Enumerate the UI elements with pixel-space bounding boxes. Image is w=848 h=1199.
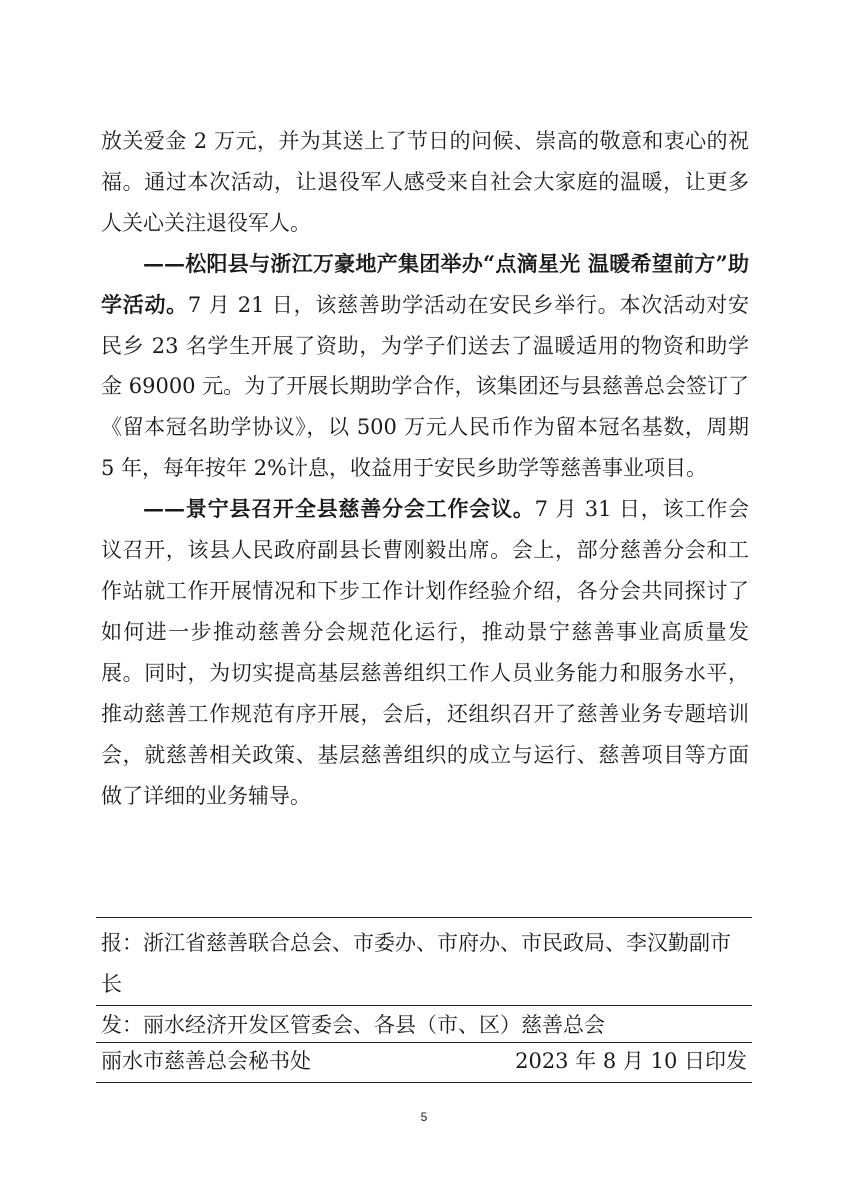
- body-text: [101, 121, 749, 816]
- report-to-line: 报：浙江省慈善联合总会、市委办、市府办、市民政局、李汉勤副市长: [101, 931, 731, 996]
- paragraph-jingning: [101, 489, 749, 816]
- send-to-line: 发：丽水经济开发区管委会、各县（市、区）慈善总会: [101, 1013, 605, 1037]
- footer-rule-top: [96, 917, 752, 918]
- footer-rule-bottom: [96, 1082, 752, 1083]
- paragraph-veterans: 放关爱金 2 万元，并为其送上了节日的问候、崇高的敬意和衷心的祝福。通过本次活动，让退役军人感受来自社会大家庭的温暖，让更多人关心关注退役军人。: [101, 129, 749, 235]
- issue-date: 2023 年 8 月 10 日印发: [515, 1049, 747, 1073]
- issuer-row: [101, 1041, 747, 1082]
- page-number: 5: [420, 1110, 428, 1124]
- jingning-heading: ——景宁县召开全县慈善分会工作会议。: [143, 496, 535, 522]
- issuer-name: 丽水市慈善总会秘书处: [101, 1049, 311, 1073]
- songyang-text: 7 月 21 日，该慈善助学活动在安民乡举行。本次活动对安民乡 23 名学生开展了资助，为学子们送去了温暖适用的物资和助学金 69000 元。为了开展长期助学合作，该集团还与县慈善总会签订了《留本冠名助学协议》，以 500 万元人民币作为留本冠名基数，周期 5 年，每年按年 2%计息，收益用于安民乡助学等慈善事业项目。: [101, 292, 750, 481]
- jingning-text: 7 月 31 日，该工作会议召开，该县人民政府副县长曹刚毅出席。会上，部分慈善分会和工作站就工作开展情况和下步工作计划作经验介绍，各分会共同探讨了如何进一步推动慈善分会规范化运行，推动景宁慈善事业高质量发展。同时，为切实提高基层慈善组织工作人员业务能力和服务水平，推动慈善工作规范有序开展，会后，还组织召开了慈善业务专题培训会，就慈善相关政策、基层慈善组织的成立与运行、慈善项目等方面做了详细的业务辅导。: [101, 497, 750, 808]
- paragraph-songyang: [101, 244, 749, 489]
- songyang-heading: ——松阳县与浙江万豪地产集团举办“点滴星光 温暖希望前方”助学活动。: [101, 250, 749, 317]
